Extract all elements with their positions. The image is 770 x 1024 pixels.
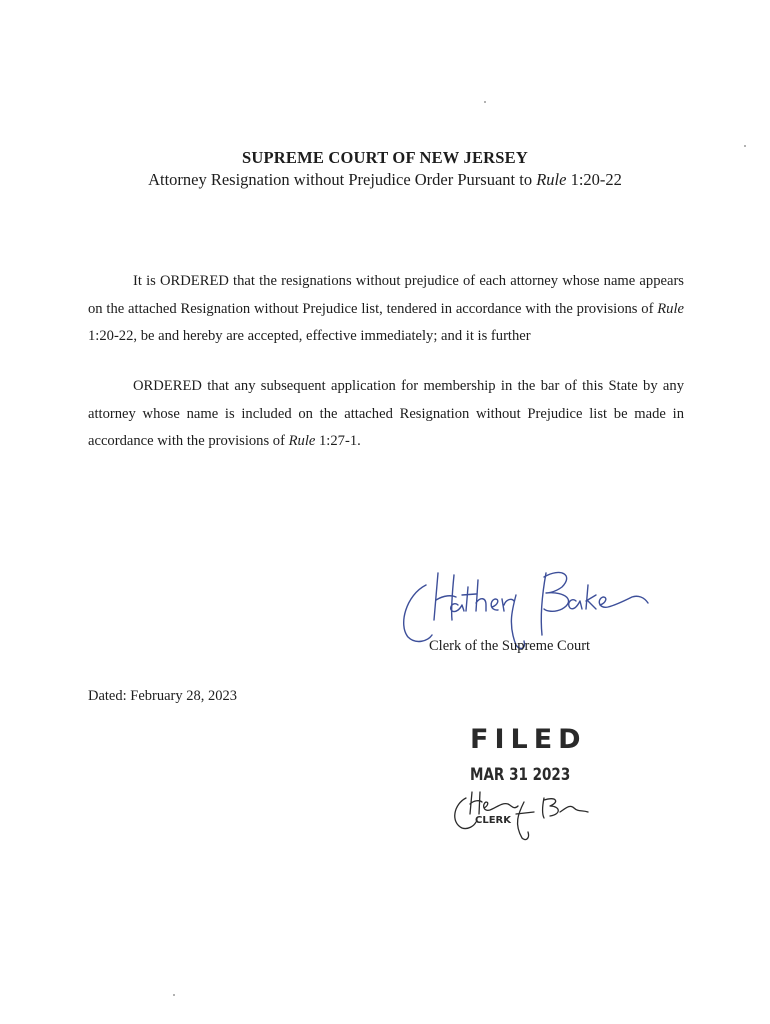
scan-speck: [173, 994, 175, 996]
order-title-suffix: 1:20-22: [566, 170, 622, 189]
paragraph-2-rule: Rule: [288, 433, 316, 449]
paragraph-1-rule: Rule: [657, 300, 684, 317]
order-title-rule: Rule: [536, 170, 567, 189]
stamp-clerk-label: CLERK: [475, 815, 511, 826]
dated-line: Dated: February 28, 2023: [88, 688, 237, 704]
paragraph-1-text-b: 1:20-22, be and hereby are accepted, effective immediately; and it is further: [88, 328, 531, 344]
order-paragraph-2: [88, 373, 684, 456]
order-title-prefix: Attorney Resignation without Prejudice Order Pursuant to: [148, 170, 537, 189]
order-paragraph-1: [88, 268, 684, 351]
scan-speck: [744, 145, 746, 147]
paragraph-1-text-a: It is ORDERED that the resignations without prejudice of each attorney whose name appears on the attached Resignation without Prejudice list, tendered in accordance with the provisions of: [88, 273, 684, 317]
court-title: SUPREME COURT OF NEW JERSEY: [242, 148, 528, 167]
paragraph-2-text-a: ORDERED that any subsequent application for membership in the bar of this State by any attorney whose name is included on the attached Resignation without Prejudice list be made in accordance with the provisions of: [88, 378, 684, 449]
stamp-filed: FILED: [470, 724, 587, 755]
signer-title: Clerk of the Supreme Court: [429, 638, 591, 654]
stamp-clerk-signature: [452, 788, 592, 843]
stamp-date: MAR 31 2023: [470, 765, 571, 784]
scan-speck: [484, 101, 486, 103]
order-title: [0, 170, 770, 190]
paragraph-2-text-b: 1:27-1.: [315, 433, 361, 449]
